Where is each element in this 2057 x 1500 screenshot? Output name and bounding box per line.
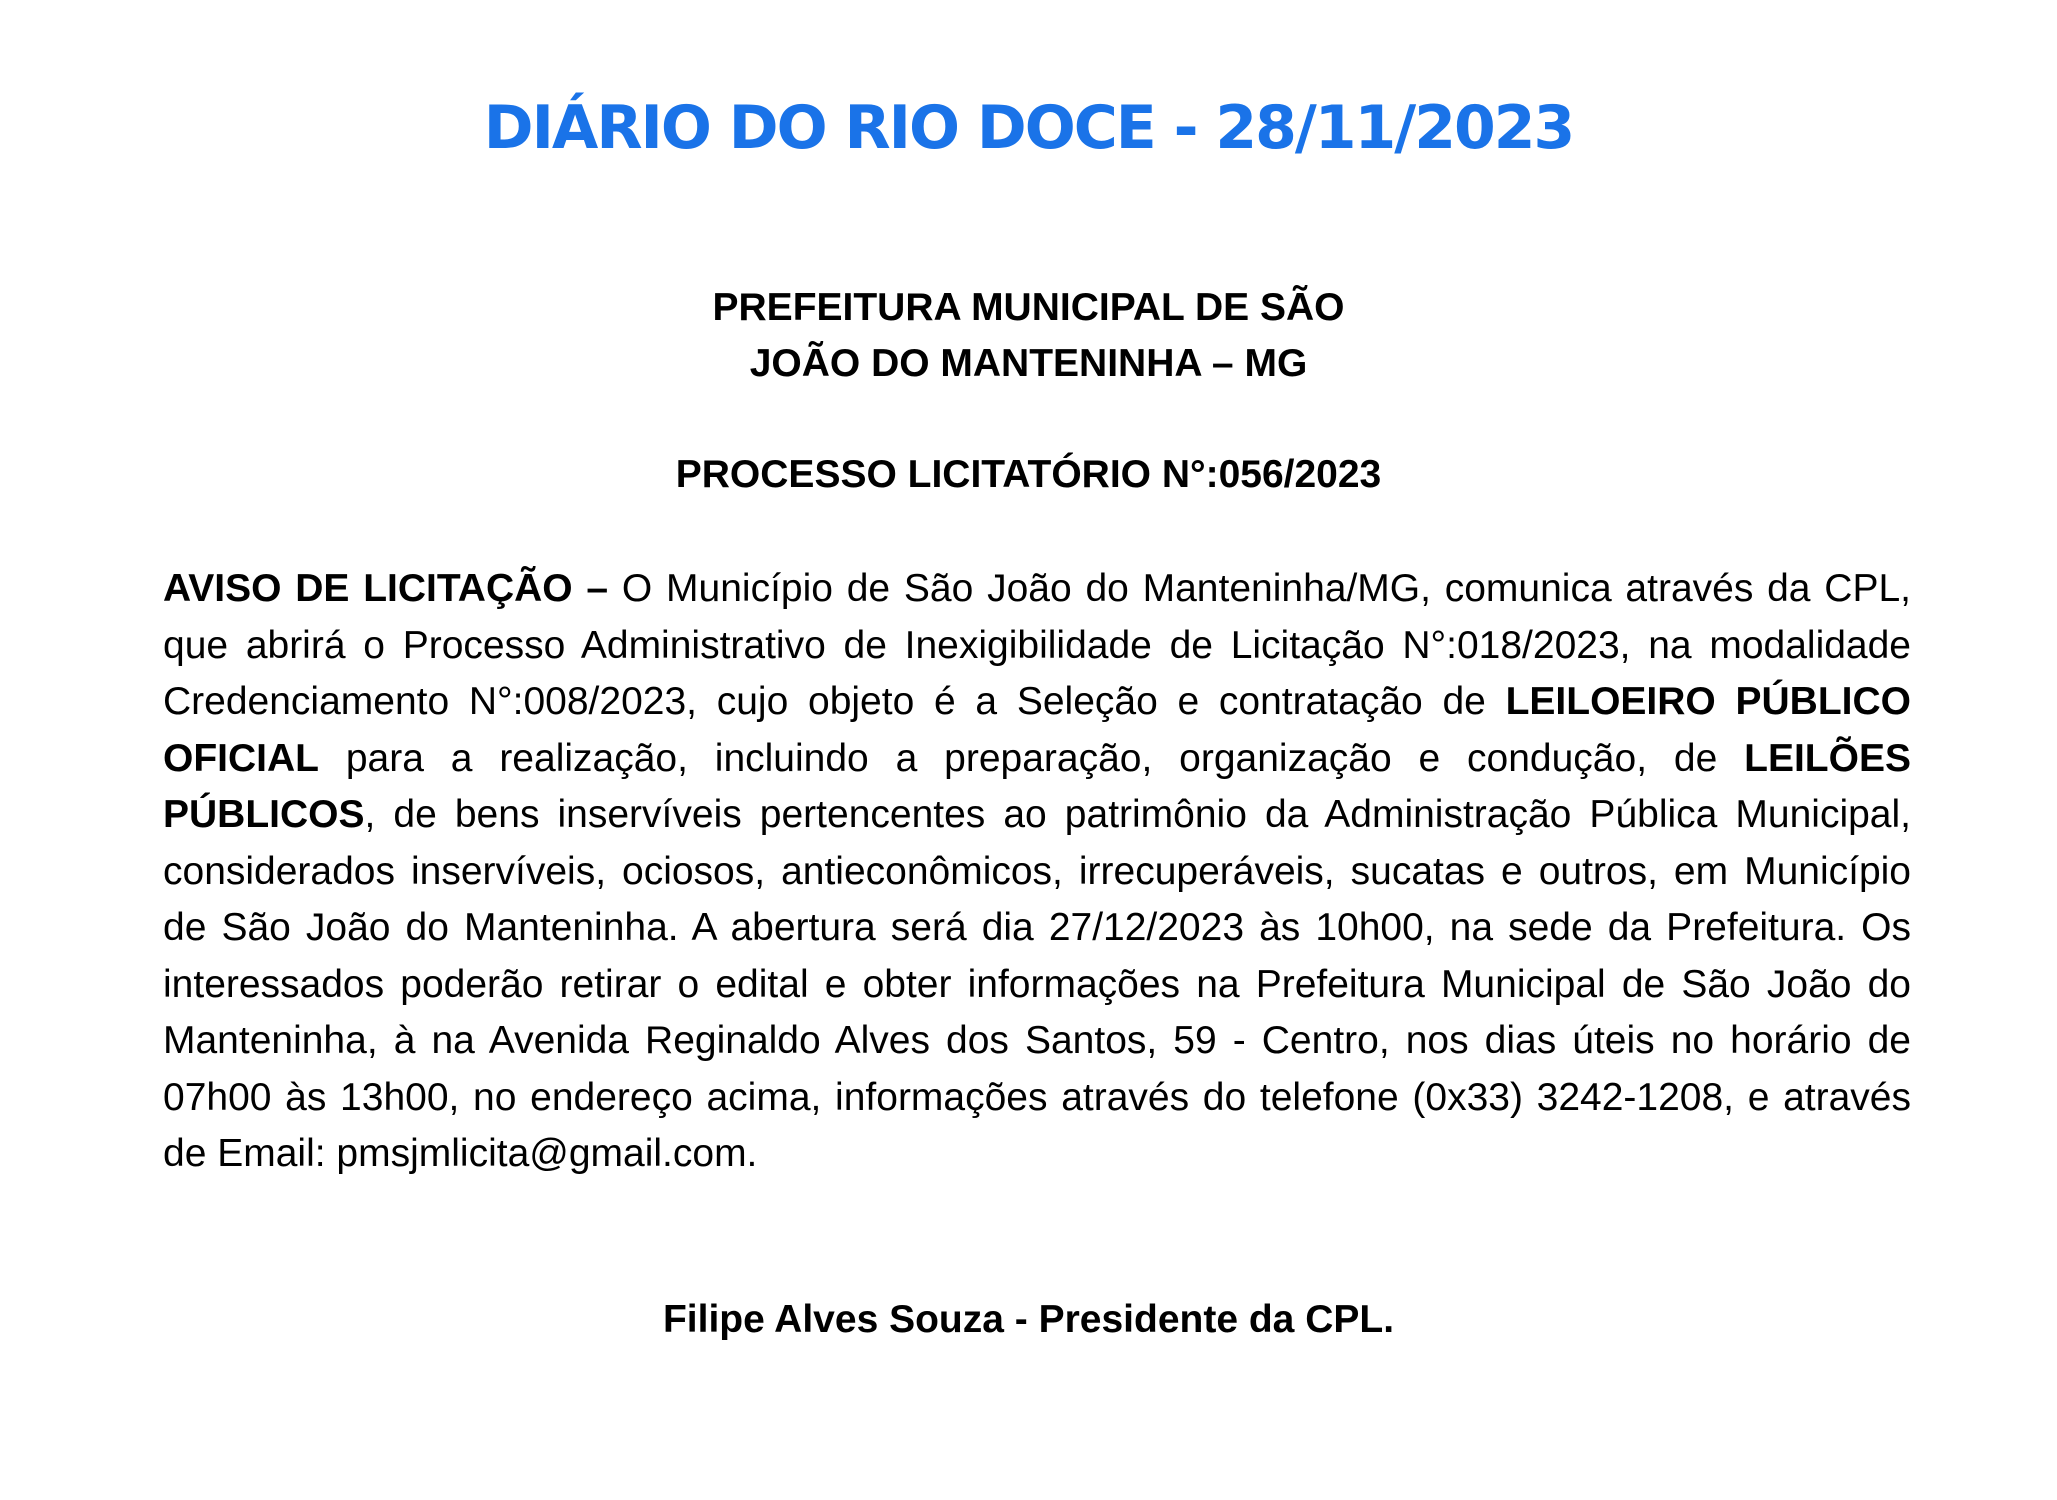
notice-body bbox=[163, 561, 1911, 1183]
notice-auctions-highlight: LEILÕES PÚBLICOS bbox=[163, 736, 1911, 836]
organization-title bbox=[0, 280, 2057, 392]
notice-object-highlight: LEILOEIRO PÚBLICO OFICIAL bbox=[163, 680, 1911, 780]
process-number-heading: PROCESSO LICITATÓRIO N°:056/2023 bbox=[675, 453, 1382, 496]
newspaper-masthead: DIÁRIO DO RIO DOCE - 28/11/2023 bbox=[483, 93, 1574, 163]
signature-line: Filipe Alves Souza - Presidente da CPL. bbox=[662, 1298, 1395, 1341]
notice-text-part-1: O Município de São João do Manteninha/MG, comunica através da CPL, que abrirá o Processo Administrativo de Inexigibilidade de Licitação N°:018/2023, na modalidade Credenciamento N°:008/2023, cujo objeto é a Seleção e contratação de bbox=[163, 567, 1911, 723]
notice-text-part-3: , de bens inservíveis pertencentes ao patrimônio da Administração Pública Municipal, considerados inservíveis, ociosos, antieconômicos, irrecuperáveis, sucatas e outros, em Município de São João do Manteninha. A abertura será dia 27/12/2023 às 10h00, na sede da Prefeitura. Os interessados poderão retirar o edital e obter informações na Prefeitura Municipal de São João do Manteninha, à na Avenida Reginaldo Alves dos Santos, 59 - Centro, nos dias úteis no horário de 07h00 às 13h00, no endereço acima, informações através do telefone (0x33) 3242-1208, e através de Email: pmsjmlicita@gmail.com. bbox=[163, 793, 1911, 1175]
organization-title-line-1: PREFEITURA MUNICIPAL DE SÃO bbox=[712, 286, 1345, 329]
notice-lead: AVISO DE LICITAÇÃO – bbox=[163, 567, 609, 610]
notice-text-part-2: para a realização, incluindo a preparação, organização e condução, de bbox=[318, 736, 1745, 780]
organization-title-line-2: JOÃO DO MANTENINHA – MG bbox=[749, 342, 1308, 385]
